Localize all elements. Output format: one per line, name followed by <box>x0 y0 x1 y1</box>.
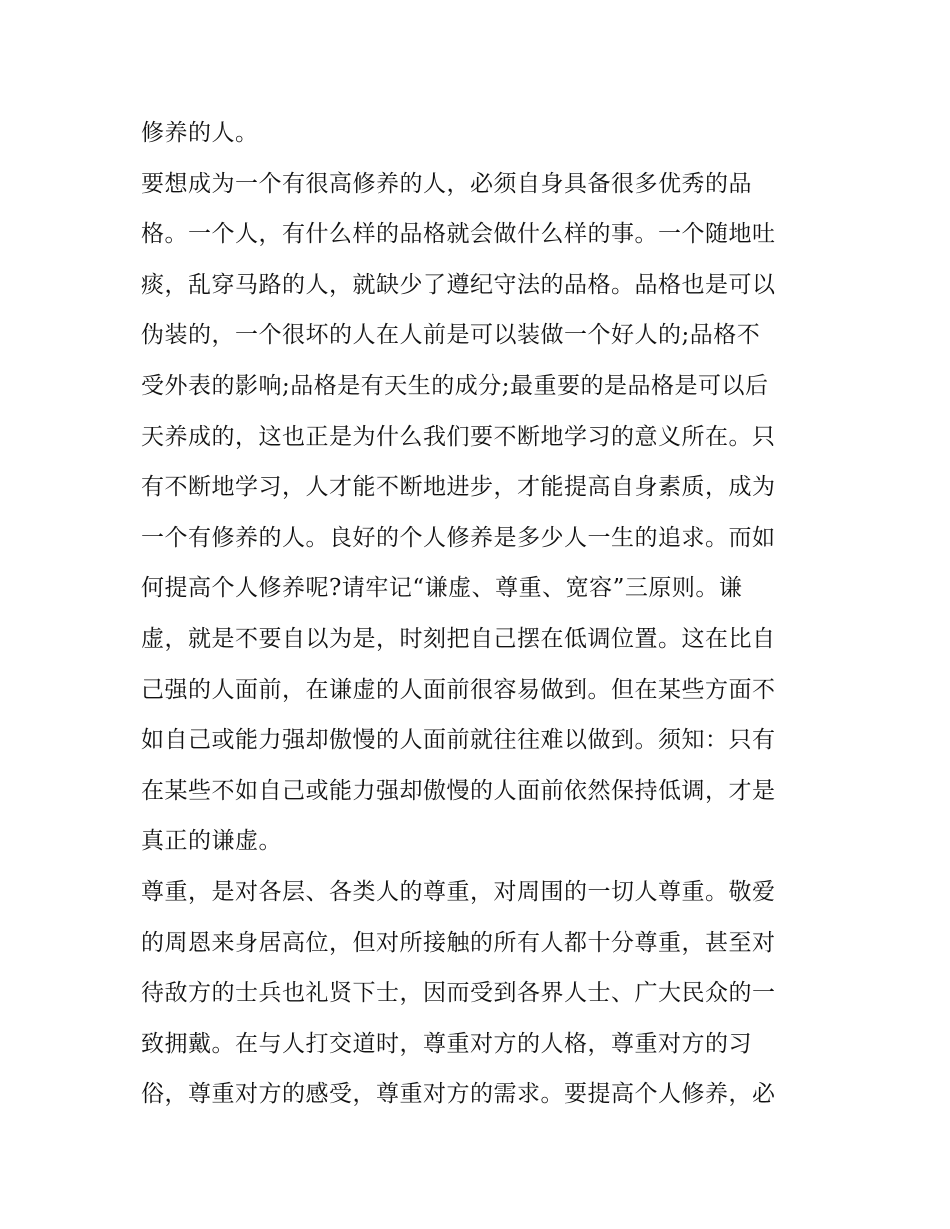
text-line-13: 如自己或能力强却傲慢的人面前就往往难以做到。须知：只有 <box>141 727 776 754</box>
document-body-text <box>141 108 813 1120</box>
text-line-15: 真正的谦虚。 <box>141 828 282 855</box>
text-line-10: 何提高个人修养呢?请牢记“谦虚、尊重、宽容”三原则。谦 <box>141 575 743 602</box>
text-line-17: 的周恩来身居高位，但对所接触的所有人都十分尊重，甚至对 <box>141 929 776 956</box>
text-line-8: 有不断地学习，人才能不断地进步，才能提高自身素质，成为 <box>141 474 776 501</box>
text-line-3: 格。一个人，有什么样的品格就会做什么样的事。一个随地吐 <box>141 221 776 248</box>
text-line-1: 修养的人。 <box>141 120 259 146</box>
text-line-5: 伪装的，一个很坏的人在人前是可以装做一个好人的;品格不 <box>141 322 761 349</box>
text-line-12: 己强的人面前，在谦虚的人面前很容易做到。但在某些方面不 <box>141 676 776 703</box>
text-line-20: 俗，尊重对方的感受，尊重对方的需求。要提高个人修养，必 <box>141 1081 776 1108</box>
text-line-7: 天养成的，这也正是为什么我们要不断地学习的意义所在。只 <box>141 423 776 450</box>
text-line-14: 在某些不如自己或能力强却傲慢的人面前依然保持低调，才是 <box>141 777 776 804</box>
text-line-19: 致拥戴。在与人打交道时，尊重对方的人格，尊重对方的习 <box>141 1030 752 1057</box>
text-line-2: 要想成为一个有很高修养的人，必须自身具备很多优秀的品 <box>141 170 752 197</box>
text-line-9: 一个有修养的人。良好的个人修养是多少人一生的追求。而如 <box>141 524 776 551</box>
text-line-16: 尊重，是对各层、各类人的尊重，对周围的一切人尊重。敬爱 <box>141 878 776 905</box>
text-line-6: 受外表的影响;品格是有天生的成分;最重要的是品格是可以后 <box>141 372 769 399</box>
text-line-4: 痰，乱穿马路的人，就缺少了遵纪守法的品格。品格也是可以 <box>141 271 776 298</box>
text-line-18: 待敌方的士兵也礼贤下士，因而受到各界人士、广大民众的一 <box>141 980 776 1007</box>
text-line-11: 虚，就是不要自以为是，时刻把自己摆在低调位置。这在比自 <box>141 625 776 652</box>
